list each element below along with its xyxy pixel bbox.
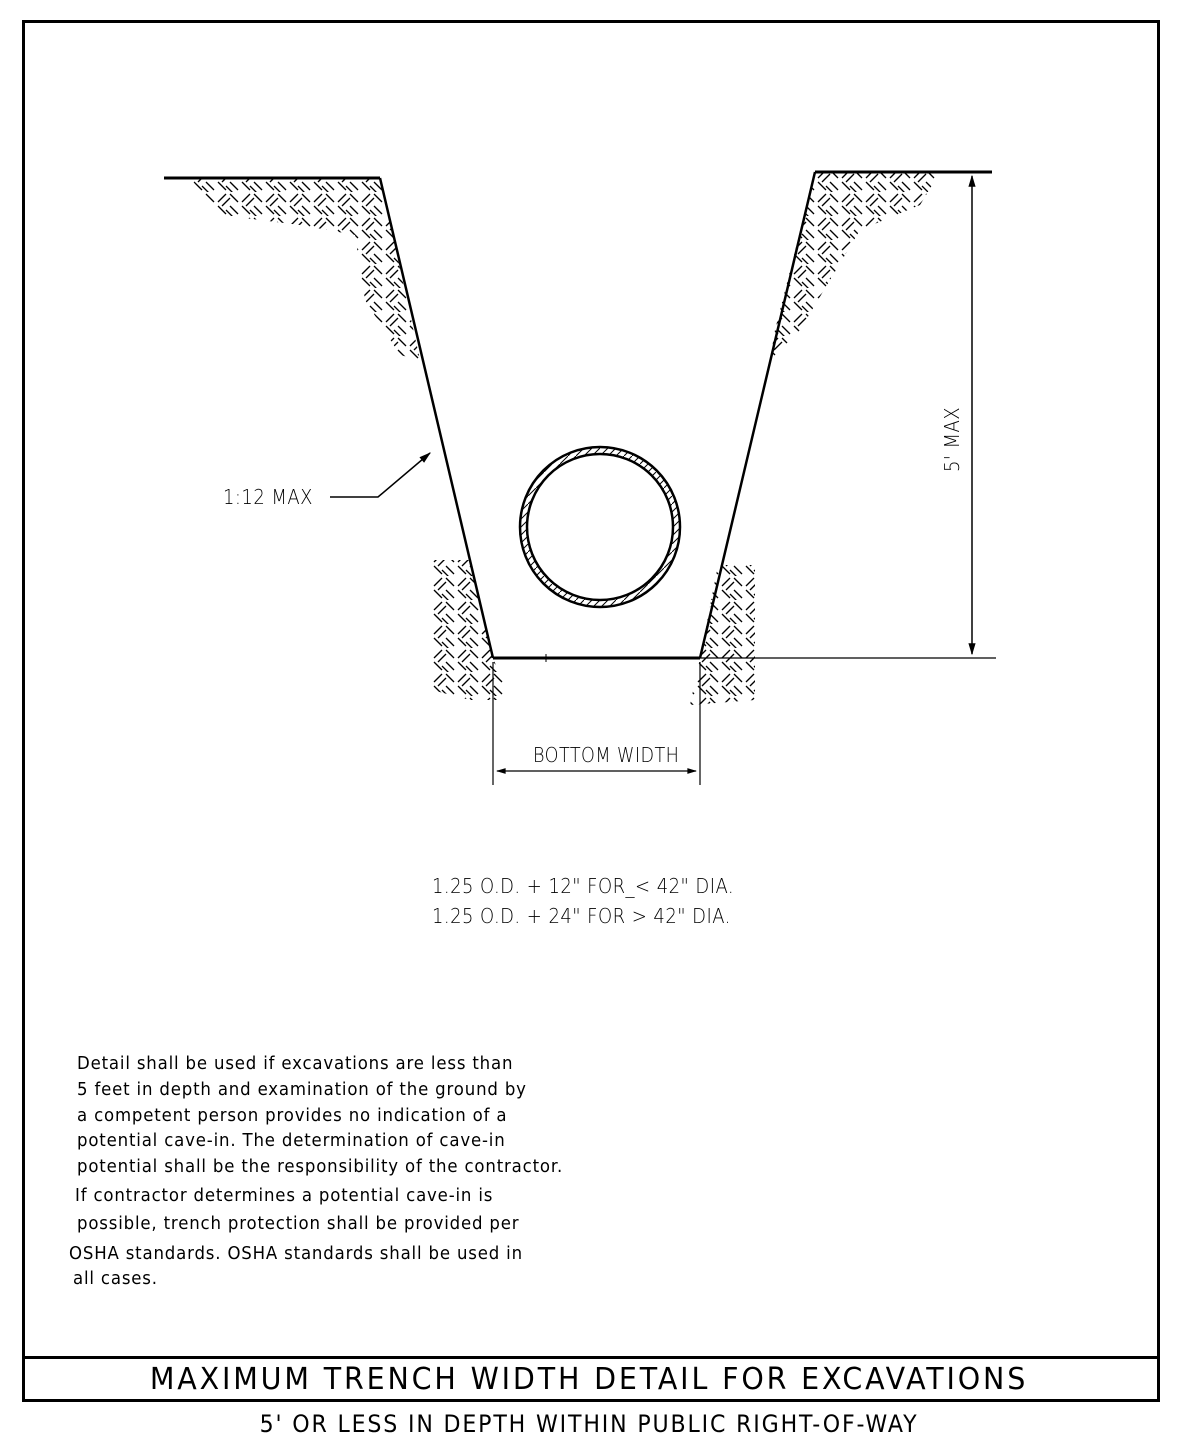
note-line: a competent person provides no indication of a: [77, 1105, 508, 1126]
pipe: [520, 447, 680, 607]
note-line: potential shall be the responsibility of the contractor.: [77, 1156, 564, 1177]
depth-label: 5' MAX: [940, 407, 964, 472]
note-line: OSHA standards. OSHA standards shall be used in: [69, 1243, 523, 1264]
drawing-subtitle: 5' OR LESS IN DEPTH WITHIN PUBLIC RIGHT-OF-WAY: [259, 1410, 919, 1438]
note-line: 5 feet in depth and examination of the ground by: [77, 1079, 527, 1100]
note-line: Detail shall be used if excavations are less than: [77, 1053, 514, 1074]
width-formula-large-pipe: 1.25 O.D. + 24" FOR > 42" DIA.: [432, 904, 731, 928]
soil-hatch-left-lower: [432, 560, 510, 700]
width-formula-small-pipe: 1.25 O.D. + 12" FOR_< 42" DIA.: [432, 874, 735, 898]
note-line: If contractor determines a potential cave-in is: [75, 1185, 494, 1206]
note-line: all cases.: [73, 1268, 158, 1289]
bottom-width-label: BOTTOM WIDTH: [533, 743, 680, 767]
note-line: potential cave-in. The determination of cave-in: [77, 1130, 506, 1151]
slope-leader: [330, 453, 430, 497]
note-line: possible, trench protection shall be provided per: [77, 1213, 520, 1234]
drawing-title: MAXIMUM TRENCH WIDTH DETAIL FOR EXCAVATIONS: [149, 1362, 1029, 1397]
soil-hatch-right-upper: [770, 172, 940, 360]
slope-label: 1:12 MAX: [223, 485, 313, 509]
